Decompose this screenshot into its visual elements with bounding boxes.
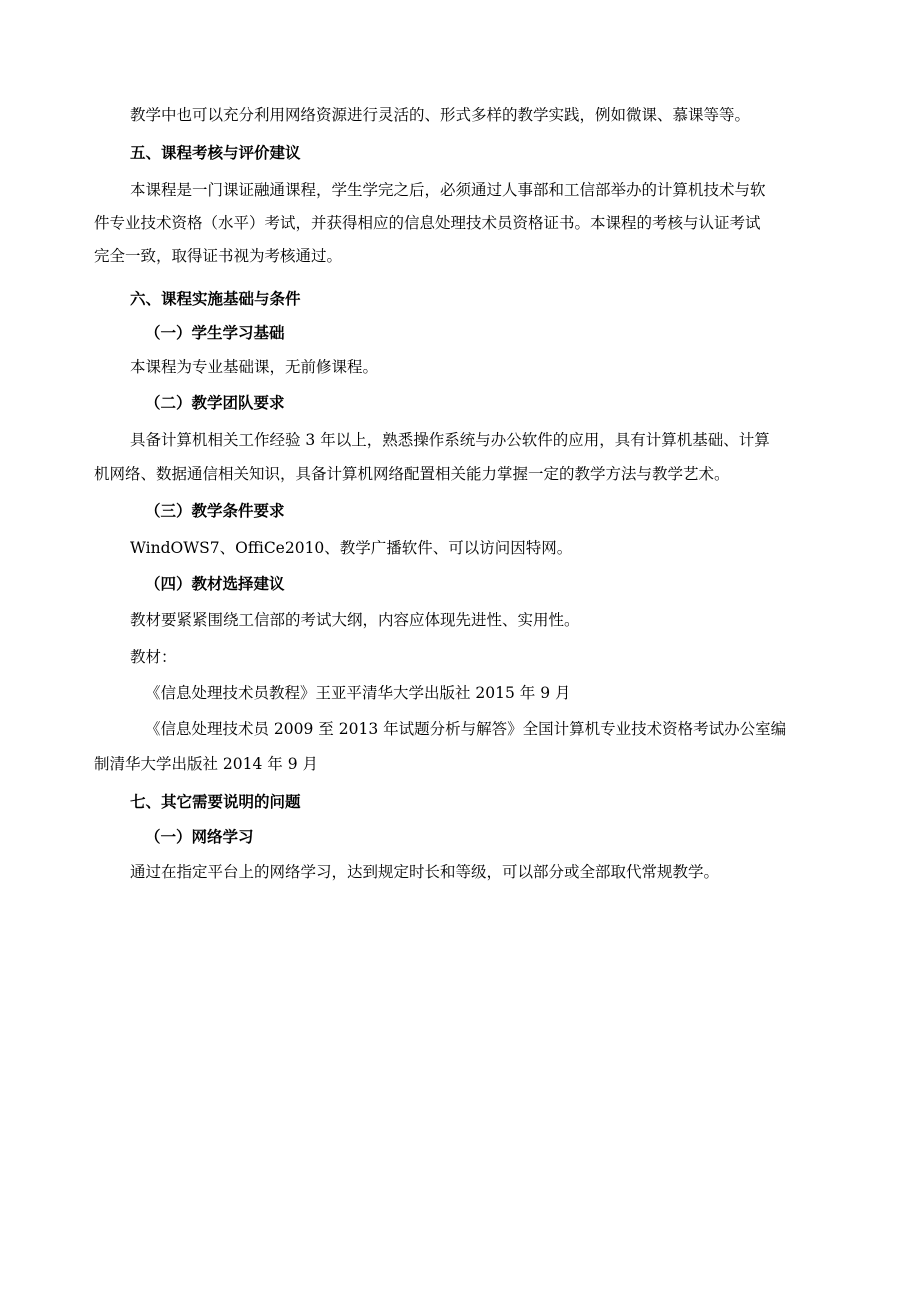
- section-6-sub-3-text: WindOWS7、OffiCe2010、教学广播软件、可以访问因特网。: [130, 539, 573, 557]
- section-6-sub-2-heading: （二）教学团队要求: [145, 393, 285, 412]
- section-7-sub-1-heading: （一）网络学习: [145, 827, 254, 846]
- textbook-item-2-line-2: 制清华大学出版社 2014 年 9 月: [94, 755, 319, 773]
- textbook-label: 教材：: [130, 648, 177, 666]
- section-7-heading: 七、其它需要说明的问题: [130, 792, 301, 811]
- section-6-sub-3-heading: （三）教学条件要求: [145, 501, 285, 520]
- section-6-heading: 六、课程实施基础与条件: [130, 289, 301, 308]
- section-6-sub-4-text: 教材要紧紧围绕工信部的考试大纲，内容应体现先进性、实用性。: [130, 611, 580, 629]
- paragraph-intro-tail: 教学中也可以充分利用网络资源进行灵活的、形式多样的教学实践，例如微课、慕课等等。: [130, 106, 751, 124]
- section-5-para-line-3: 完全一致，取得证书视为考核通过。: [94, 247, 343, 265]
- section-5-para-line-1: 本课程是一门课证融通课程，学生学完之后，必须通过人事部和工信部举办的计算机技术与软: [130, 181, 766, 199]
- section-5-heading: 五、课程考核与评价建议: [130, 143, 301, 162]
- section-6-sub-4-heading: （四）教材选择建议: [145, 574, 285, 593]
- section-6-sub-1-heading: （一）学生学习基础: [145, 323, 285, 342]
- section-6-sub-2-line-1: 具备计算机相关工作经验 3 年以上，熟悉操作系统与办公软件的应用，具有计算机基础、计算: [130, 431, 770, 449]
- textbook-item-2-line-1: 《信息处理技术员 2009 至 2013 年试题分析与解答》全国计算机专业技术资格考试办公室编: [145, 720, 787, 738]
- section-7-sub-1-text: 通过在指定平台上的网络学习，达到规定时长和等级，可以部分或全部取代常规教学。: [130, 863, 720, 881]
- section-5-para-line-2: 件专业技术资格（水平）考试，并获得相应的信息处理技术员资格证书。本课程的考核与认证考试: [94, 214, 761, 232]
- section-6-sub-1-text: 本课程为专业基础课，无前修课程。: [130, 358, 379, 376]
- section-6-sub-2-line-2: 机网络、数据通信相关知识，具备计算机网络配置相关能力掌握一定的教学方法与教学艺术。: [94, 465, 730, 483]
- textbook-item-1: 《信息处理技术员教程》王亚平清华大学出版社 2015 年 9 月: [145, 684, 571, 702]
